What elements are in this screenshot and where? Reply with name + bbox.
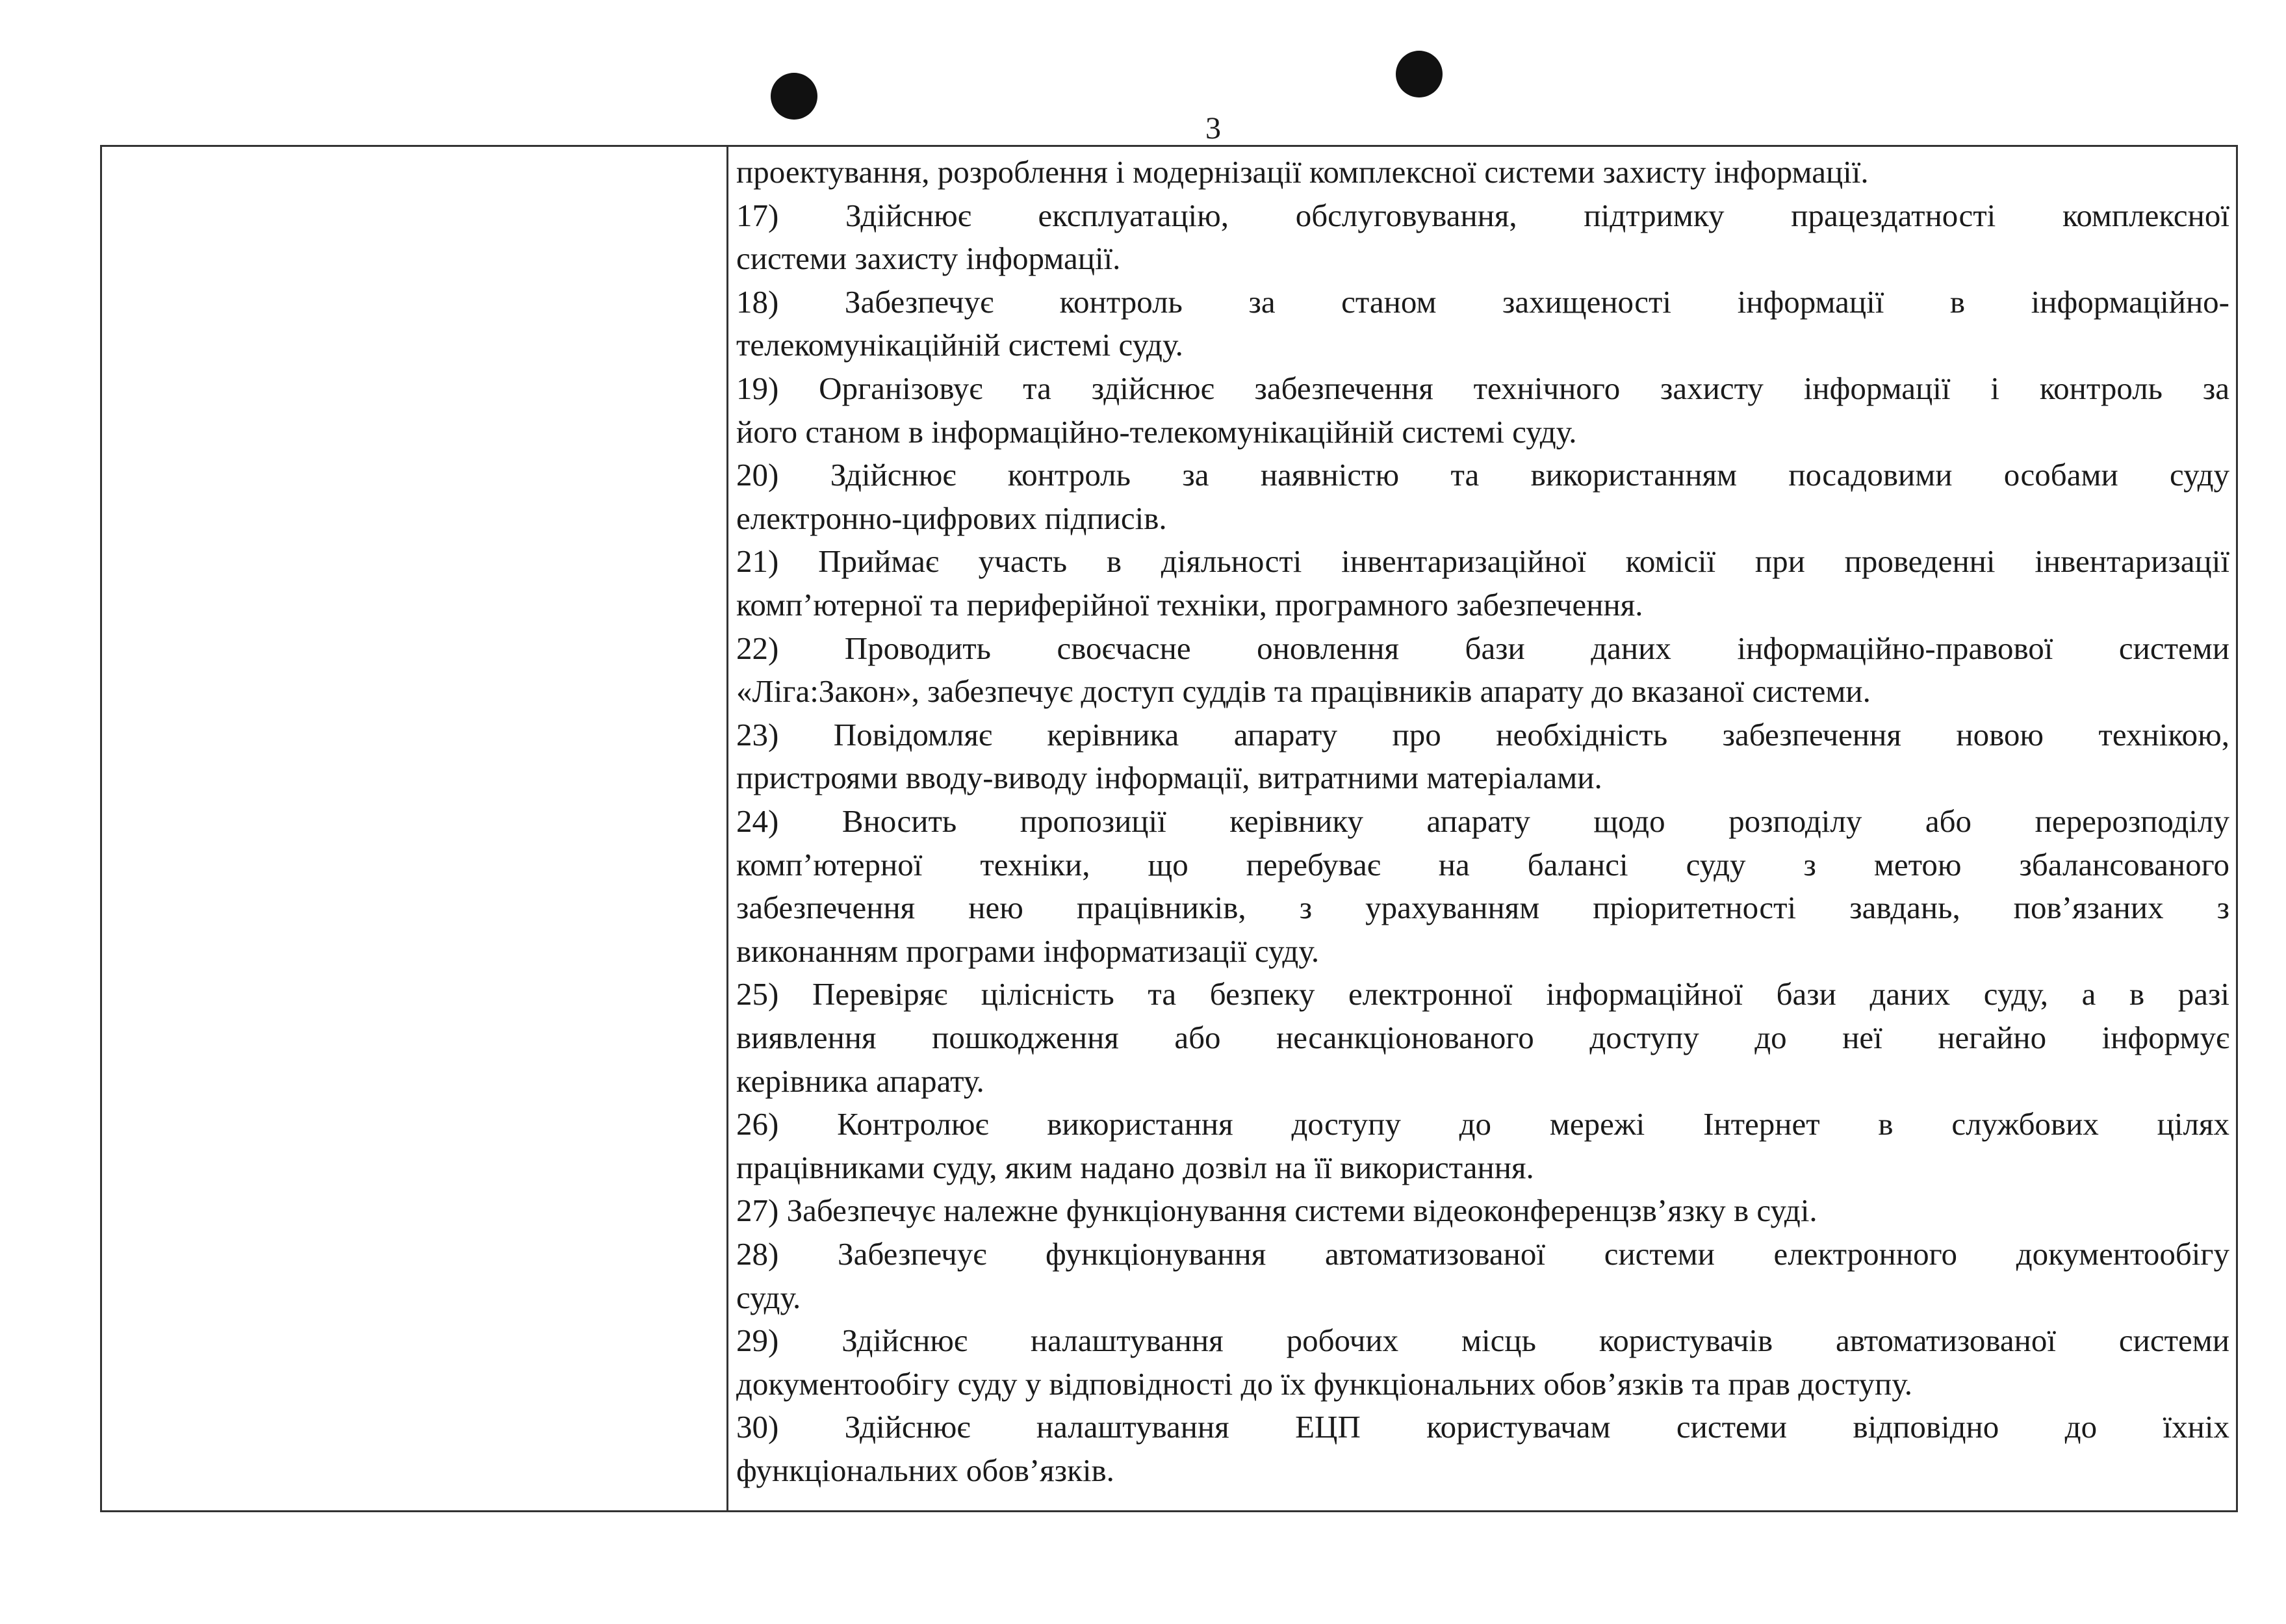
text-line: 27) Забезпечує належне функціонування системи відеоконференцзв’язку в суді. [736,1192,1817,1229]
duties-table [100,145,2238,1512]
text-line: документообігу суду у відповідності до їх функціональних обов’язків та прав доступу. [736,1365,1913,1402]
text-line: системи захисту інформації. [736,240,1121,277]
text-line: електронно-цифрових підписів. [736,500,1167,536]
text-line: комп’ютерної техніки, що перебуває на балансі суду з метою збалансованого [736,846,2229,883]
text-line: функціональних обов’язків. [736,1452,1114,1488]
page-number: 3 [1205,111,1221,146]
text-line: 19) Організовує та здійснює забезпечення технічного захисту інформації і контроль за [736,370,2229,406]
text-line: комп’ютерної та периферійної техніки, програмного забезпечення. [736,587,1643,623]
text-line: 18) Забезпечує контроль за станом захищеності інформації в інформаційно- [736,283,2229,320]
text-line: його станом в інформаційно-телекомунікаційній системі суду. [736,413,1577,450]
text-line: 20) Здійснює контроль за наявністю та використанням посадовими особами суду [736,457,2229,493]
text-line: керівника апарату. [736,1063,984,1099]
text-line: 23) Повідомляє керівника апарату про необхідність забезпечення новою технікою, [736,716,2229,753]
text-line: 30) Здійснює налаштування ЕЦП користувачам системи відповідно до їхніх [736,1409,2229,1445]
text-line: виконанням програми інформатизації суду. [736,933,1320,969]
text-line: 26) Контролює використання доступу до мережі Інтернет в службових цілях [736,1106,2229,1142]
text-line: 25) Перевіряє цілісність та безпеку електронної інформаційної бази даних суду, а в разі [736,976,2229,1012]
punch-hole-left [771,73,817,120]
text-line: пристроями вводу-виводу інформації, витратними матеріалами. [736,760,1602,796]
text-line: «Ліга:Закон», забезпечує доступ суддів та працівників апарату до вказаної системи. [736,673,1871,710]
left-cell [102,147,727,1510]
text-line: забезпечення нею працівників, з урахуванням пріоритетності завдань, пов’язаних з [736,890,2229,926]
text-line: 17) Здійснює експлуатацію, обслуговування, підтримку працездатності комплексної [736,197,2229,233]
text-line: телекомунікаційній системі суду. [736,327,1183,363]
text-line: 29) Здійснює налаштування робочих місць користувачів автоматизованої системи [736,1322,2229,1359]
text-line: суду. [736,1279,801,1315]
text-line: 24) Вносить пропозиції керівнику апарату щодо розподілу або перерозподілу [736,803,2229,839]
text-line: проектування, розроблення і модернізації комплексної системи захисту інформації. [736,154,1869,190]
text-line: 21) Приймає участь в діяльності інвентаризаційної комісії при проведенні інвентаризації [736,543,2229,580]
text-line: 28) Забезпечує функціонування автоматизованої системи електронного документообігу [736,1236,2229,1272]
right-cell [728,147,2236,1510]
text-line: виявлення пошкодження або несанкціонованого доступу до неї негайно інформує [736,1020,2229,1055]
text-line: 22) Проводить своєчасне оновлення бази даних інформаційно-правової системи [736,630,2229,666]
text-line: працівниками суду, яким надано дозвіл на її використання. [736,1149,1534,1185]
punch-hole-right [1396,51,1443,97]
